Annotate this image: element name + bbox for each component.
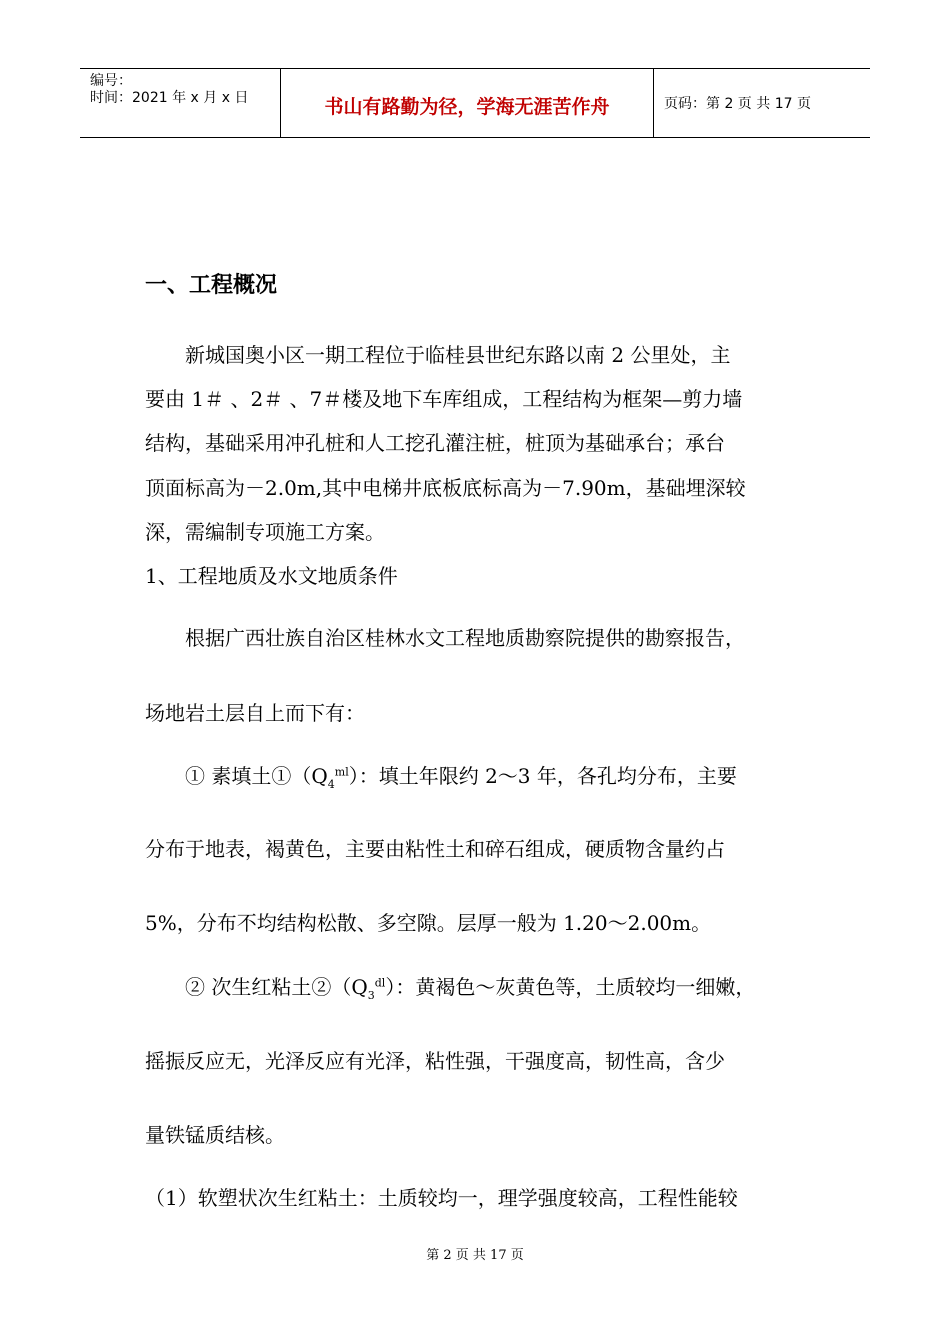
doc-number-label: 编号： <box>90 73 132 89</box>
report-line: 场地岩土层自上而下有： <box>145 701 365 725</box>
layer1-line: 分布于地表，褐黄色，主要由粘性土和碎石组成，硬质物含量约占 <box>145 837 725 861</box>
intro-line: 结构，基础采用冲孔桩和人工挖孔灌注桩，桩顶为基础承台；承台 <box>145 431 725 455</box>
layer2-line: 摇振反应无，光泽反应有光泽，粘性强，干强度高，韧性高，含少 <box>145 1049 725 1073</box>
section-title: 一、工程概况 <box>145 273 278 298</box>
sub1-line: （1）软塑状次生红粘土：土质较均一，理学强度较高，工程性能较 <box>145 1186 738 1210</box>
intro-line: 顶面标高为－2.0m,其中电梯井底板底标高为－7.90m，基础埋深较 <box>145 476 746 500</box>
page-footer: 第 2 页 共 17 页 <box>426 1248 524 1263</box>
layer2-line: 量铁锰质结核。 <box>145 1123 285 1147</box>
header-motto: 书山有路勤为径，学海无涯苦作舟 <box>281 69 654 137</box>
layer2-line: ② 次生红粘土$②(Q_3^{dl})$：黄褐色～灰黄色等，土质较均一细嫩， <box>145 975 756 1002</box>
report-line: 根据广西壮族自治区桂林水文工程地质勘察院提供的勘察报告， <box>145 626 745 650</box>
layer1-line: ① 素填土$①(Q_4^{ml})$：填土年限约 2～3 年，各孔均分布，主要 <box>145 764 737 791</box>
intro-line: 深，需编制专项施工方案。 <box>145 520 385 544</box>
intro-line: 要由 1＃ 、2＃ 、7＃楼及地下车库组成，工程结构为框架—剪力墙 <box>145 387 743 411</box>
intro-line: 新城国奥小区一期工程位于临桂县世纪东路以南 2 公里处，主 <box>145 343 731 367</box>
doc-time-label: 时间：2021 年 x 月 x 日 <box>90 90 249 106</box>
layer1-line: 5%，分布不均结构松散、多空隙。层厚一般为 1.20～2.00m。 <box>145 911 712 935</box>
page-header <box>80 68 870 138</box>
header-page-code: 页码：第 2 页 共 17 页 <box>664 96 811 112</box>
subsection-title: 1、工程地质及水文地质条件 <box>145 564 398 588</box>
header-meta <box>80 69 281 137</box>
